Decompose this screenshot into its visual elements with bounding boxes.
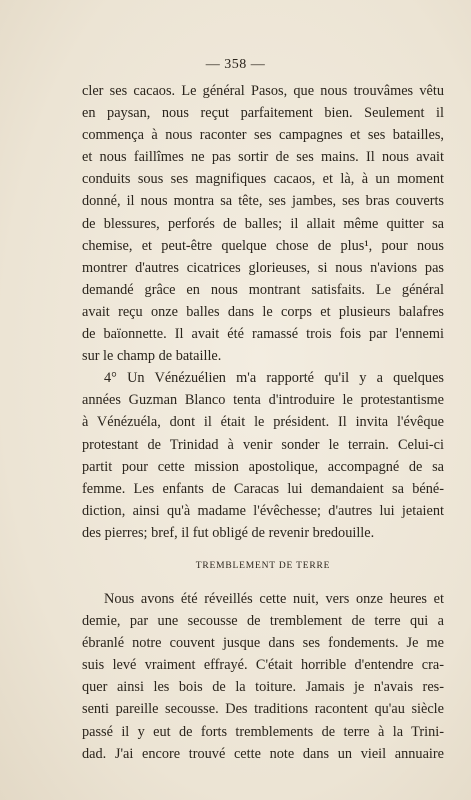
text-line: demandé grâce en nous montrant satisfaits. Le général [82, 281, 444, 298]
text-line: des pierres; bref, il fut obligé de revenir bredouille. [82, 524, 375, 541]
text-line: de baïonnette. Il avait été ramassé trois fois par l'ennemi [82, 326, 444, 343]
text-line: sur le champ de bataille. [82, 348, 222, 365]
section-heading: TREMBLEMENT DE TERRE [195, 560, 331, 571]
text-line: femme. Les enfants de Caracas lui demandaient sa béné- [82, 480, 444, 497]
text-line: et nous faillîmes ne pas sortir de ses mains. Il nous avait [82, 149, 444, 166]
text-line: Nous avons été réveillés cette nuit, vers onze heures et [104, 590, 444, 607]
paragraph-1 [82, 80, 444, 367]
text-line: passé il y eut de forts tremblements de terre à la Trini- [82, 723, 444, 740]
paragraph-2 [82, 367, 444, 544]
text-line: ébranlé notre couvent jusque dans ses fondements. Je me [82, 635, 444, 652]
text-line: donné, il nous montra sa tête, ses jambes, ses bras couverts [82, 193, 444, 210]
text-line: suis levé vraiment effrayé. C'était horrible d'entendre cra- [82, 657, 444, 674]
text-line: années Guzman Blanco tenta d'introduire le protestantisme [82, 392, 444, 409]
text-line: senti pareille secousse. Des traditions racontent qu'au siècle [82, 701, 444, 718]
text-line: chemise, et peut-être quelque chose de plus¹, pour nous [82, 237, 444, 254]
text-block [82, 80, 444, 765]
text-line: de blessures, perforés de balles; il allait même quitter sa [82, 215, 444, 232]
text-line: partit pour cette mission apostolique, accompagné de sa [82, 458, 444, 475]
text-line: dad. J'ai encore trouvé cette note dans un vieil annuaire [82, 745, 444, 762]
paragraph-3 [82, 588, 444, 765]
text-line: diction, ainsi qu'à madame l'évêchesse; d'autres lui jetaient [82, 502, 444, 519]
text-line: commença à nous raconter ses campagnes et ses batailles, [82, 127, 444, 144]
text-line: avait reçu onze balles dans le corps et plusieurs balafres [82, 303, 444, 320]
text-line: montrer d'autres cicatrices glorieuses, si nous n'avions pas [82, 259, 444, 276]
text-line: 4° Un Vénézuélien m'a rapporté qu'il y a quelques [104, 370, 444, 387]
text-line: en paysan, nous reçut parfaitement bien. Seulement il [82, 105, 444, 122]
page-number: — 358 — [205, 57, 266, 72]
text-line: à Vénézuéla, dont il était le président. Il invita l'évêque [82, 414, 444, 431]
text-line: demie, par une secousse de tremblement de terre qui a [82, 613, 444, 630]
text-line: cler ses cacaos. Le général Pasos, que nous trouvâmes vêtu [82, 83, 444, 99]
text-line: protestant de Trinidad à venir sonder le terrain. Celui-ci [82, 436, 444, 453]
text-line: conduits sous ses magnifiques cacaos, et là, à un moment [82, 171, 444, 188]
text-line: quer ainsi les bois de la toiture. Jamais je n'avais res- [82, 679, 444, 696]
